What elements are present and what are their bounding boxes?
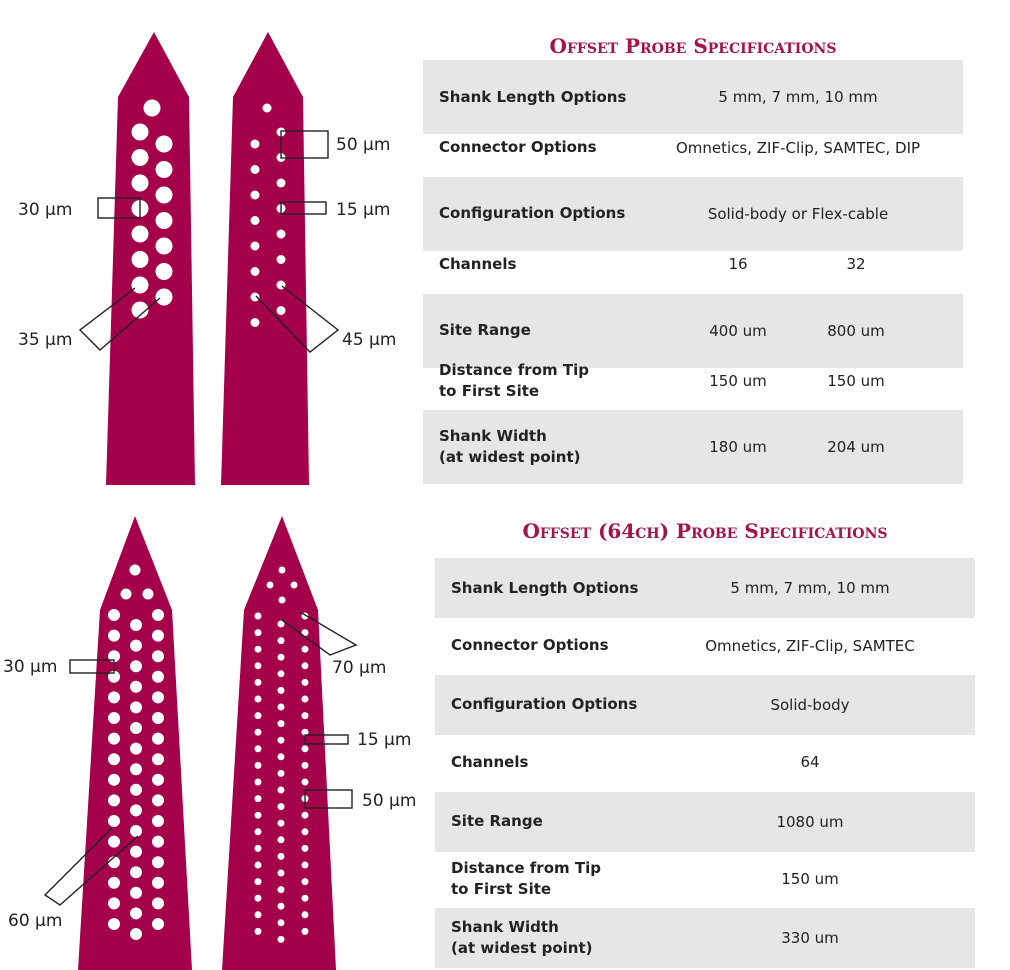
recording-site <box>130 887 142 899</box>
recording-site <box>278 753 285 760</box>
recording-site <box>278 670 285 677</box>
recording-site <box>132 277 149 294</box>
dimension-label: 70 µm <box>332 658 387 678</box>
recording-site <box>144 100 161 117</box>
recording-site <box>255 662 262 669</box>
recording-site <box>255 629 262 636</box>
recording-site <box>152 712 164 724</box>
recording-site <box>302 845 309 852</box>
recording-site <box>108 918 120 930</box>
recording-site <box>255 812 262 819</box>
section1-title: Offset Probe Specifications <box>549 34 837 58</box>
recording-site <box>302 928 309 935</box>
recording-site <box>251 267 260 276</box>
recording-site <box>278 936 285 943</box>
recording-site <box>156 187 173 204</box>
section2-title: Offset (64ch) Probe Specifications <box>522 519 888 543</box>
spec-row <box>435 733 975 791</box>
recording-site <box>251 191 260 200</box>
spec-value: 1080 um <box>776 812 844 831</box>
recording-site <box>255 928 262 935</box>
spec-label: Site Range <box>451 812 543 831</box>
recording-site <box>156 238 173 255</box>
recording-site <box>302 679 309 686</box>
recording-site <box>130 804 142 816</box>
recording-site <box>152 630 164 642</box>
recording-site <box>130 907 142 919</box>
recording-site <box>278 687 285 694</box>
recording-site <box>302 862 309 869</box>
recording-site <box>255 712 262 719</box>
dimension-label: 30 µm <box>3 657 58 677</box>
recording-site <box>255 679 262 686</box>
recording-site <box>130 701 142 713</box>
dimension-label: 50 µm <box>362 791 417 811</box>
recording-site <box>152 691 164 703</box>
spec-label: Shank Length Options <box>451 578 639 597</box>
recording-site <box>267 582 274 589</box>
recording-site <box>255 762 262 769</box>
recording-site <box>156 136 173 153</box>
recording-site <box>302 878 309 885</box>
spec-value: 32 <box>846 255 866 274</box>
recording-site <box>302 895 309 902</box>
spec-row <box>435 850 975 908</box>
recording-site <box>255 895 262 902</box>
recording-site <box>279 567 286 574</box>
recording-site <box>278 919 285 926</box>
recording-site <box>152 733 164 745</box>
spec-value: Omnetics, ZIF-Clip, SAMTEC, DIP <box>675 138 921 157</box>
recording-site <box>132 226 149 243</box>
recording-site <box>302 696 309 703</box>
offset-spec-table <box>423 60 963 486</box>
spec-row <box>435 558 975 618</box>
recording-site <box>132 149 149 166</box>
recording-site <box>130 866 142 878</box>
recording-site <box>279 597 286 604</box>
spec-value: 204 um <box>827 438 885 457</box>
recording-site <box>108 897 120 909</box>
recording-site <box>156 212 173 229</box>
spec-value: Omnetics, ZIF-Clip, SAMTEC <box>705 636 915 655</box>
spec-value: 180 um <box>709 438 767 457</box>
spec-value: 150 um <box>709 372 767 391</box>
recording-site <box>278 836 285 843</box>
recording-site <box>302 712 309 719</box>
recording-site <box>255 911 262 918</box>
recording-site <box>108 877 120 889</box>
recording-site <box>130 784 142 796</box>
recording-site <box>278 853 285 860</box>
spec-value: 64 <box>800 753 820 772</box>
spec-label: Configuration Options <box>451 695 638 714</box>
recording-site <box>255 845 262 852</box>
recording-site <box>156 161 173 178</box>
recording-site <box>152 650 164 662</box>
dimension-label: 15 µm <box>357 730 412 750</box>
recording-site <box>156 263 173 280</box>
recording-site <box>277 230 286 239</box>
recording-site <box>152 856 164 868</box>
recording-site <box>278 770 285 777</box>
recording-site <box>121 589 132 600</box>
spec-value: 150 um <box>781 870 839 889</box>
recording-site <box>278 820 285 827</box>
spec-label: Channels <box>451 752 529 771</box>
recording-site <box>255 795 262 802</box>
spec-row <box>423 352 963 410</box>
recording-site <box>152 815 164 827</box>
recording-site <box>130 763 142 775</box>
spec-label: Configuration Options <box>439 204 626 223</box>
recording-site <box>255 729 262 736</box>
spec-row <box>435 908 975 968</box>
dimension-label: 15 µm <box>336 200 391 220</box>
spec-row <box>435 792 975 852</box>
recording-site <box>156 289 173 306</box>
recording-site <box>277 306 286 315</box>
recording-site <box>302 828 309 835</box>
recording-site <box>132 251 149 268</box>
spec-row <box>423 118 963 176</box>
spec-label: Shank Width (at widest point) <box>439 427 581 467</box>
recording-site <box>132 124 149 141</box>
recording-site <box>108 609 120 621</box>
recording-site <box>152 609 164 621</box>
spec-value: 150 um <box>827 372 885 391</box>
spec-label: Distance from Tip to First Site <box>451 859 601 899</box>
recording-site <box>302 662 309 669</box>
recording-site <box>251 140 260 149</box>
recording-site <box>277 179 286 188</box>
recording-site <box>291 582 298 589</box>
shank-top-right <box>221 32 309 485</box>
recording-site <box>302 779 309 786</box>
recording-site <box>263 104 272 113</box>
recording-site <box>108 774 120 786</box>
dimension-label: 30 µm <box>18 200 73 220</box>
recording-site <box>278 737 285 744</box>
spec-label: Shank Width (at widest point) <box>451 918 593 958</box>
recording-site <box>130 825 142 837</box>
recording-site <box>130 681 142 693</box>
spec-value: 800 um <box>827 321 885 340</box>
spec-row <box>435 616 975 674</box>
recording-site <box>108 794 120 806</box>
recording-site <box>130 640 142 652</box>
recording-site <box>255 779 262 786</box>
recording-site <box>152 897 164 909</box>
recording-site <box>130 722 142 734</box>
recording-site <box>278 870 285 877</box>
recording-site <box>302 646 309 653</box>
recording-site <box>255 696 262 703</box>
recording-site <box>278 637 285 644</box>
recording-site <box>152 671 164 683</box>
spec-value: 400 um <box>709 321 767 340</box>
recording-site <box>108 630 120 642</box>
spec-value: Solid-body or Flex-cable <box>707 204 889 223</box>
recording-site <box>255 862 262 869</box>
recording-site <box>143 589 154 600</box>
recording-site <box>130 619 142 631</box>
spec-value: 330 um <box>781 929 839 948</box>
spec-label: Connector Options <box>451 636 609 655</box>
recording-site <box>108 691 120 703</box>
dimension-label: 35 µm <box>18 330 73 350</box>
recording-site <box>278 654 285 661</box>
recording-site <box>302 745 309 752</box>
spec-label: Channels <box>439 254 517 273</box>
recording-site <box>108 836 120 848</box>
recording-site <box>302 812 309 819</box>
recording-site <box>152 794 164 806</box>
spec-label: Distance from Tip to First Site <box>439 361 589 401</box>
spec-row <box>423 410 963 484</box>
spec-value: 16 <box>728 255 748 274</box>
dimension-label: 50 µm <box>336 135 391 155</box>
recording-site <box>130 928 142 940</box>
spec-label: Shank Length Options <box>439 87 627 106</box>
recording-site <box>251 216 260 225</box>
recording-site <box>152 877 164 889</box>
dimension-label: 45 µm <box>342 330 397 350</box>
recording-site <box>132 175 149 192</box>
spec-value: 5 mm, 7 mm, 10 mm <box>718 88 878 106</box>
recording-site <box>130 660 142 672</box>
recording-site <box>251 318 260 327</box>
recording-site <box>251 293 260 302</box>
recording-site <box>255 745 262 752</box>
recording-site <box>302 911 309 918</box>
recording-site <box>152 774 164 786</box>
recording-site <box>278 720 285 727</box>
spec-label: Site Range <box>439 321 531 340</box>
recording-site <box>251 242 260 251</box>
recording-site <box>302 762 309 769</box>
spec-value: 5 mm, 7 mm, 10 mm <box>730 579 890 597</box>
recording-site <box>277 255 286 264</box>
recording-site <box>255 646 262 653</box>
recording-site <box>278 803 285 810</box>
recording-site <box>108 753 120 765</box>
recording-site <box>152 753 164 765</box>
recording-site <box>278 886 285 893</box>
recording-site <box>255 878 262 885</box>
spec-row <box>435 675 975 735</box>
dimension-label: 60 µm <box>8 911 63 931</box>
recording-site <box>251 165 260 174</box>
recording-site <box>108 733 120 745</box>
recording-site <box>152 836 164 848</box>
recording-site <box>108 712 120 724</box>
recording-site <box>152 918 164 930</box>
recording-site <box>108 815 120 827</box>
spec-label: Connector Options <box>439 138 597 157</box>
recording-site <box>255 828 262 835</box>
recording-site <box>130 846 142 858</box>
spec-value: Solid-body <box>770 695 850 714</box>
recording-site <box>278 903 285 910</box>
recording-site <box>130 743 142 755</box>
recording-site <box>130 565 141 576</box>
recording-site <box>278 704 285 711</box>
spec-row <box>423 235 963 293</box>
recording-site <box>278 787 285 794</box>
recording-site <box>255 613 262 620</box>
offset-64ch-spec-table <box>435 558 975 970</box>
